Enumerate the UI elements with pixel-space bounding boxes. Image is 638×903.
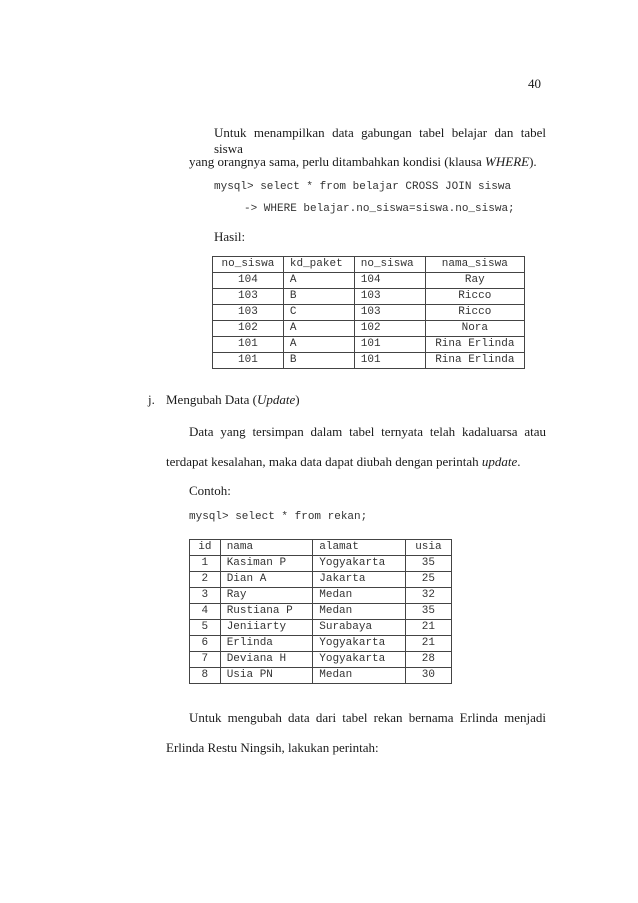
table-cell: A [283, 273, 354, 289]
paragraph-line: Untuk menampilkan data gabungan tabel belajar dan tabel siswa [214, 125, 546, 156]
table-cell: A [283, 321, 354, 337]
table-cell: Yogyakarta [313, 636, 406, 652]
table-cell: Jakarta [313, 572, 406, 588]
table-cell: B [283, 353, 354, 369]
table-cell: 103 [354, 289, 425, 305]
table-cell: Kasiman P [220, 556, 313, 572]
paragraph-line: yang orangnya sama, perlu ditambahkan kondisi (klausa WHERE). [189, 154, 537, 169]
table-row [213, 305, 525, 321]
column-header: no_siswa [213, 257, 284, 273]
table-cell: Erlinda [220, 636, 313, 652]
table-row [213, 337, 525, 353]
table-cell: 6 [190, 636, 221, 652]
table-row [190, 556, 452, 572]
table-row [190, 652, 452, 668]
table-cell: 104 [354, 273, 425, 289]
table-cell: 101 [213, 353, 284, 369]
table-row [213, 289, 525, 305]
table-cell: 25 [405, 572, 451, 588]
table-cell: 28 [405, 652, 451, 668]
table-row [190, 620, 452, 636]
table-cell: 4 [190, 604, 221, 620]
table-cell: Ray [220, 588, 313, 604]
table-cell: 3 [190, 588, 221, 604]
table-row [190, 572, 452, 588]
table-cell: 103 [213, 305, 284, 321]
table-cell: 2 [190, 572, 221, 588]
table-cell: Ray [425, 273, 524, 289]
example-label: Contoh: [189, 483, 231, 498]
column-header: kd_paket [283, 257, 354, 273]
column-header: nama [220, 540, 313, 556]
table-cell: 35 [405, 556, 451, 572]
table-cell: 101 [213, 337, 284, 353]
table-cell: Rustiana P [220, 604, 313, 620]
table-row [213, 353, 525, 369]
rekan-table [189, 539, 452, 684]
table-cell: Ricco [425, 305, 524, 321]
table-row [213, 273, 525, 289]
table-row [190, 604, 452, 620]
paragraph-line: terdapat kesalahan, maka data dapat diubah dengan perintah update. [166, 454, 521, 469]
table-cell: Rina Erlinda [425, 337, 524, 353]
column-header: alamat [313, 540, 406, 556]
emphasis: WHERE [485, 154, 530, 169]
table-cell: Jeniiarty [220, 620, 313, 636]
table-cell: Dian A [220, 572, 313, 588]
table-cell: 8 [190, 668, 221, 684]
result-label: Hasil: [214, 229, 246, 244]
table-row [190, 588, 452, 604]
table-cell: Nora [425, 321, 524, 337]
table-cell: 35 [405, 604, 451, 620]
table-cell: 7 [190, 652, 221, 668]
table-cell: 104 [213, 273, 284, 289]
table-cell: 5 [190, 620, 221, 636]
emphasis: Update [256, 392, 296, 407]
table-cell: Deviana H [220, 652, 313, 668]
table-row [190, 636, 452, 652]
table-cell: C [283, 305, 354, 321]
table-cell: Yogyakarta [313, 652, 406, 668]
table-cell: 1 [190, 556, 221, 572]
table-cell: Rina Erlinda [425, 353, 524, 369]
column-header: id [190, 540, 221, 556]
paragraph-line: Untuk mengubah data dari tabel rekan bernama Erlinda menjadi [189, 710, 546, 725]
table-cell: 21 [405, 620, 451, 636]
table-cell: 101 [354, 353, 425, 369]
table-cell: Surabaya [313, 620, 406, 636]
table-cell: A [283, 337, 354, 353]
table-cell: 102 [213, 321, 284, 337]
list-marker: j. [148, 392, 155, 407]
table-row [213, 321, 525, 337]
table-cell: Ricco [425, 289, 524, 305]
table-header-row [213, 257, 525, 273]
table-cell: Medan [313, 668, 406, 684]
column-header: nama_siswa [425, 257, 524, 273]
page-number: 40 [528, 76, 541, 91]
table-cell: 21 [405, 636, 451, 652]
table-cell: 103 [354, 305, 425, 321]
table-cell: B [283, 289, 354, 305]
sql-code-line: mysql> select * from belajar CROSS JOIN siswa [214, 181, 512, 193]
table-cell: Usia PN [220, 668, 313, 684]
table-cell: 101 [354, 337, 425, 353]
result-table [212, 256, 525, 369]
table-cell: Medan [313, 588, 406, 604]
table-row [190, 668, 452, 684]
paragraph-line: Data yang tersimpan dalam tabel ternyata telah kadaluarsa atau [189, 424, 546, 439]
table-cell: Yogyakarta [313, 556, 406, 572]
table-header-row [190, 540, 452, 556]
column-header: usia [405, 540, 451, 556]
sql-code-line: -> WHERE belajar.no_siswa=siswa.no_siswa; [244, 203, 515, 215]
column-header: no_siswa [354, 257, 425, 273]
table-cell: 32 [405, 588, 451, 604]
table-cell: 102 [354, 321, 425, 337]
paragraph-line: Erlinda Restu Ningsih, lakukan perintah: [166, 740, 379, 755]
emphasis: update [481, 454, 518, 469]
table-cell: 30 [405, 668, 451, 684]
table-cell: Medan [313, 604, 406, 620]
table-cell: 103 [213, 289, 284, 305]
sql-code-line: mysql> select * from rekan; [189, 511, 368, 523]
section-heading: Mengubah Data (Update) [166, 392, 300, 407]
